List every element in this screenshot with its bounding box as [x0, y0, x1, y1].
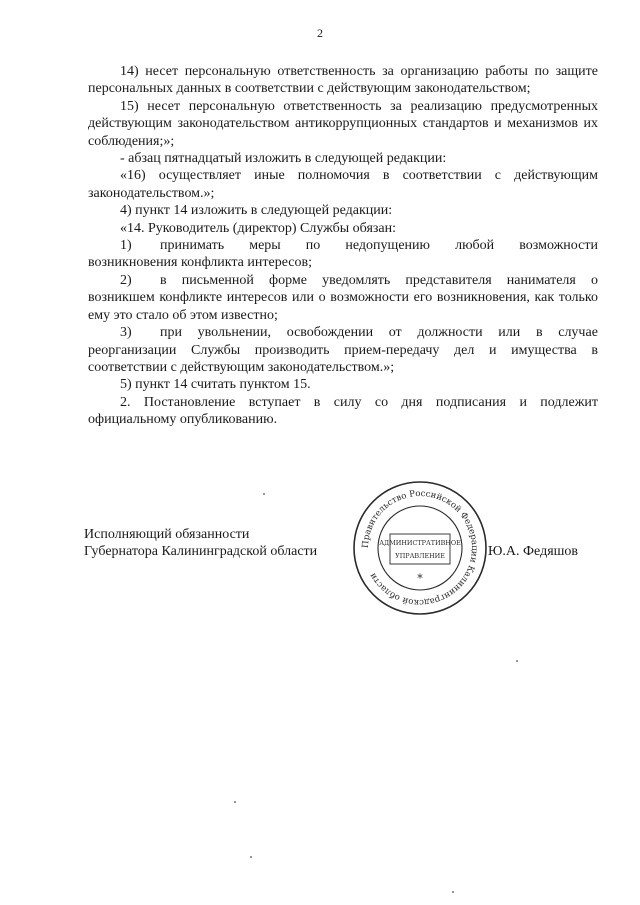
list-item-first-line [160, 237, 598, 254]
scan-speck [263, 493, 265, 495]
word: письменной [181, 272, 254, 288]
word: возможности [519, 238, 598, 254]
list-item [88, 237, 598, 272]
word: по [305, 238, 321, 254]
list-item-continuation: возникшем конфликте интересов или о возможности его возникновения, как только ему это стало об этом известно; [88, 290, 598, 323]
word: принимать [160, 238, 225, 254]
word: случае [558, 325, 598, 341]
signatory-name: Ю.А. Федяшов [488, 544, 579, 559]
word: в [535, 325, 543, 341]
list-item-first-line [160, 272, 598, 289]
list-item-number: 3) [120, 325, 132, 341]
word: от [388, 325, 402, 341]
document-body [88, 63, 598, 429]
word: уведомлять [322, 272, 391, 288]
signatory-title-line: Исполняющий обязанности [84, 527, 250, 542]
word: недопущению [345, 238, 430, 254]
list-item [88, 272, 598, 324]
word: нанимателя [506, 272, 576, 288]
word: освобождении [286, 325, 374, 341]
word: любой [455, 238, 495, 254]
paragraph: «14. Руководитель (директор) Службы обязан: [120, 220, 397, 236]
word: меры [249, 238, 281, 254]
word: должности [417, 325, 483, 341]
word: форме [269, 272, 307, 288]
scan-speck [516, 660, 518, 662]
official-seal [350, 478, 490, 618]
paragraph: 14) несет персональную ответственность за организацию работы по защите персональных данных в соответствии с действующим законодательством; [88, 64, 598, 97]
word: увольнении, [197, 325, 272, 341]
word: в [160, 272, 167, 288]
seal-outer-ring [354, 482, 486, 614]
paragraph: 4) пункт 14 изложить в следующей редакции: [120, 203, 393, 219]
page-number: 2 [317, 26, 323, 40]
scan-speck [234, 801, 236, 803]
scan-speck [452, 891, 454, 893]
word: или [498, 325, 521, 341]
paragraph: 15) несет персональную ответственность за реализацию предусмотренных действующим законодательством антикоррупционных стандартов и механизмов их соблюдения;»; [88, 98, 598, 149]
list-item-number: 2) [120, 272, 132, 288]
list-item-first-line [160, 324, 598, 341]
paragraph: 2. Постановление вступает в силу со дня подписания и подлежит официальному опубликованию. [88, 394, 598, 428]
list-item-continuation: реорганизации Службы производить прием-передачу дел и имущества в соответствии с действующим законодательством.»; [88, 342, 598, 375]
signatory-title [84, 526, 317, 561]
list-item-continuation: возникновения конфликта интересов; [88, 255, 312, 271]
signatory-title-line: Губернатора Калининградской области [84, 544, 318, 560]
seal-ring-text: Правительство Российской Федерации Калининградской области [360, 488, 480, 608]
seal-center-line: УПРАВЛЕНИЕ [395, 552, 445, 560]
paragraph: 5) пункт 14 считать пунктом 15. [120, 377, 311, 393]
paragraph: - абзац пятнадцатый изложить в следующей редакции: [120, 151, 447, 167]
word: представителя [405, 272, 492, 288]
seal-center-line: АДМИНИСТРАТИВНОЕ [379, 539, 461, 547]
list-item-number: 1) [120, 238, 132, 254]
paragraph: «16) осуществляет иные полномочия в соответствии с действующим законодательством.»; [88, 168, 598, 201]
seal-star: * [417, 572, 423, 585]
word: при [160, 325, 182, 341]
scan-speck [250, 856, 252, 858]
word: о [590, 272, 598, 288]
list-item [88, 324, 598, 376]
